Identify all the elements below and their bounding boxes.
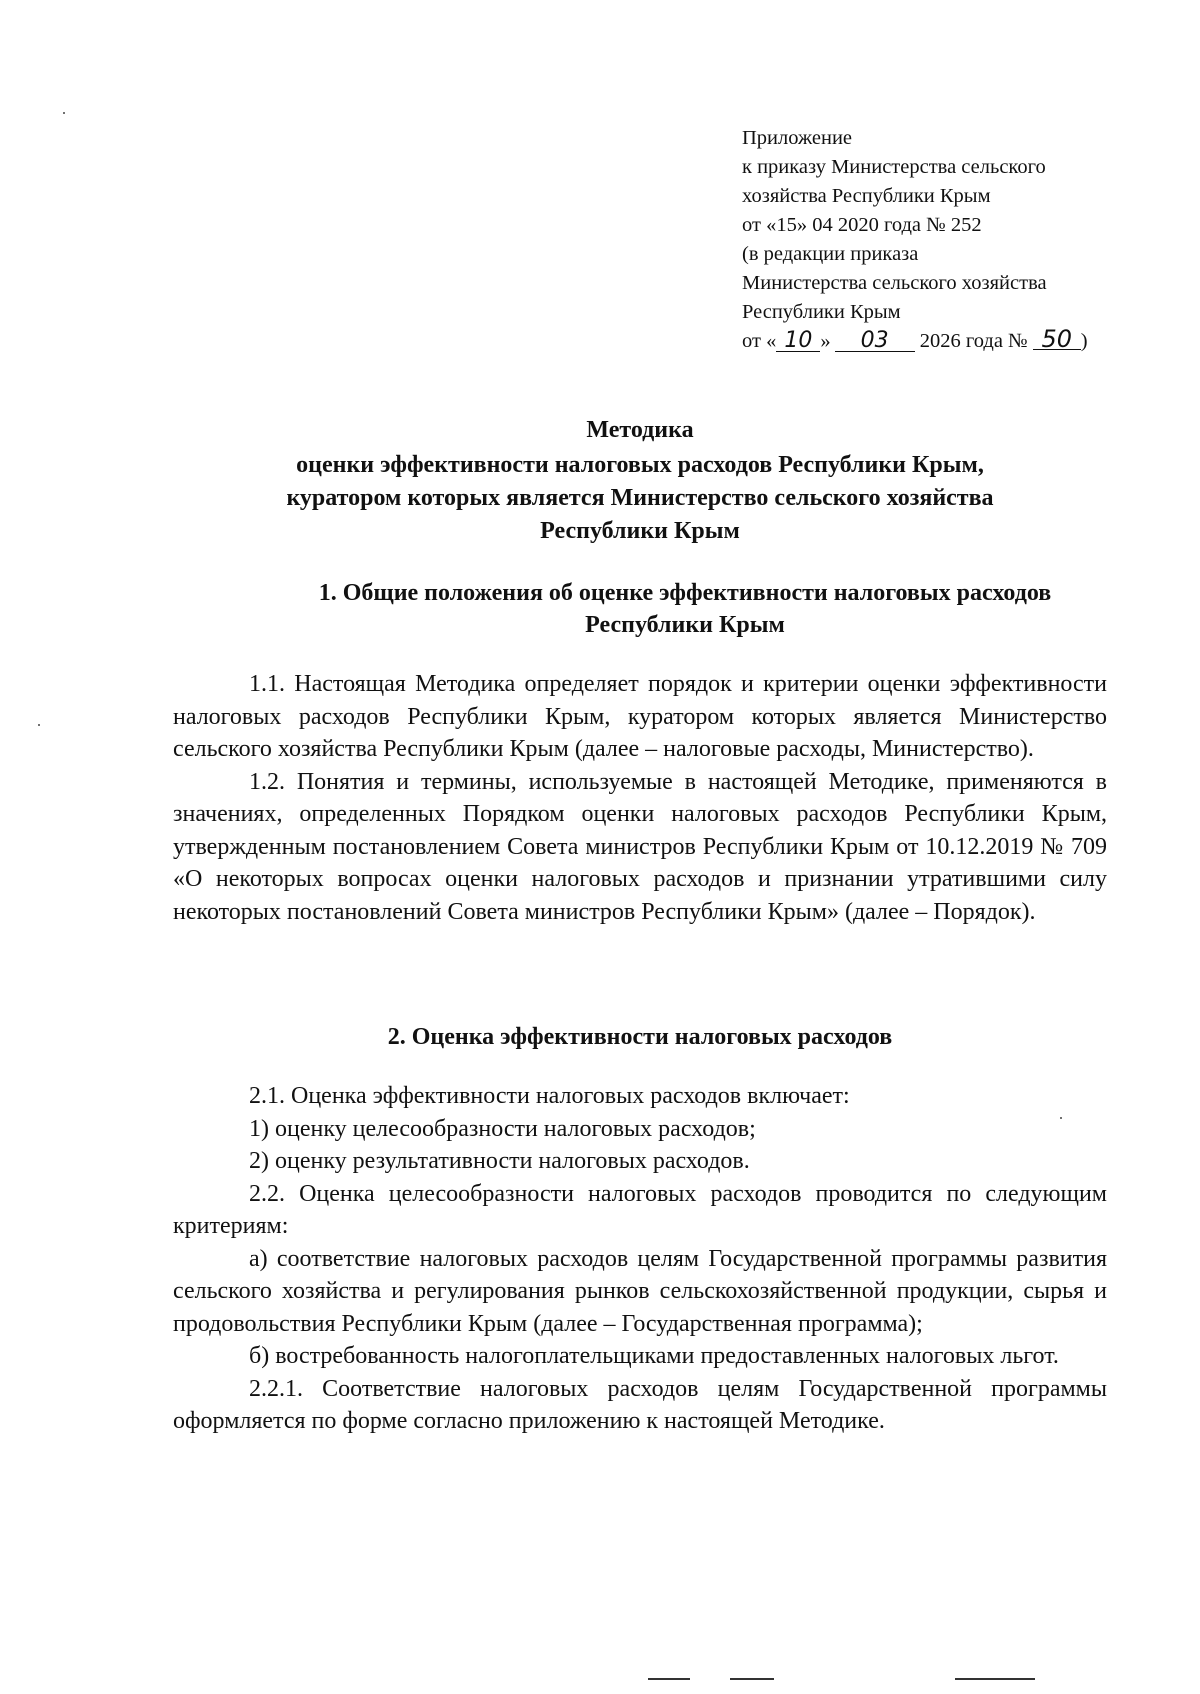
- appendix-line: (в редакции приказа: [742, 243, 919, 265]
- paragraph: 2.1. Оценка эффективности налоговых расходов включает:: [249, 1083, 850, 1109]
- footer-mark: [648, 1678, 690, 1680]
- date-prefix: от «: [742, 330, 777, 352]
- paragraph: а) соответствие налоговых расходов целям Государственной программы развития сельского хозяйства и регулирования рынков сельскохозяйственной продукции, сырья и продовольствия Республики Крым (далее – Государственная программа);: [173, 1245, 1107, 1337]
- paragraph: 1) оценку целесообразности налоговых расходов;: [249, 1115, 756, 1142]
- scan-speck: [1060, 1117, 1062, 1119]
- date-suffix: ): [1080, 330, 1088, 352]
- date-quote: »: [820, 330, 831, 352]
- scan-speck: [63, 112, 65, 114]
- handwritten-month: 03: [835, 331, 915, 352]
- section-2-heading: 2. Оценка эффективности налоговых расходов: [387, 1024, 893, 1050]
- section-1-body: [173, 668, 1107, 928]
- document-subtitle-line: Республики Крым: [540, 518, 740, 544]
- footer-mark: [955, 1678, 1035, 1680]
- document-subtitle-line: оценки эффективности налоговых расходов Республики Крым,: [296, 452, 984, 478]
- document-subtitle-line: куратором которых является Министерство сельского хозяйства: [286, 485, 994, 511]
- appendix-line: к приказу Министерства сельского: [742, 156, 1046, 178]
- paragraph: 2.2. Оценка целесообразности налоговых расходов проводится по следующим критериям:: [173, 1180, 1107, 1239]
- date-year: 2026 года №: [919, 330, 1028, 352]
- paragraph: 1.1. Настоящая Методика определяет порядок и критерии оценки эффективности налоговых расходов Республики Крым, куратором которых является Министерство сельского хозяйства Республики Крым (далее – налоговые расходы, Министерство).: [173, 671, 1107, 762]
- section-1-heading: 1. Общие положения об оценке эффективности налоговых расходов: [318, 580, 1052, 606]
- appendix-line: хозяйства Республики Крым: [742, 185, 991, 207]
- section-1-heading-cont: Республики Крым: [585, 612, 785, 638]
- appendix-line: Республики Крым: [742, 301, 901, 323]
- footer-mark: [730, 1678, 774, 1680]
- appendix-line: Приложение: [742, 127, 853, 149]
- paragraph: 2.2.1. Соответствие налоговых расходов целям Государственной программы оформляется по форме согласно приложению к настоящей Методике.: [173, 1375, 1107, 1434]
- handwritten-day: 10: [776, 331, 820, 352]
- appendix-line: Министерства сельского хозяйства: [742, 272, 1047, 294]
- appendix-date-line: [742, 327, 1142, 356]
- appendix-line: от «15» 04 2020 года № 252: [742, 214, 982, 236]
- section-2-body: [173, 1080, 1107, 1438]
- handwritten-order-number: 50: [1033, 329, 1081, 350]
- appendix-note: [742, 124, 1142, 356]
- paragraph: 1.2. Понятия и термины, используемые в настоящей Методике, применяются в значениях, определенных Порядком оценки налоговых расходов Республики Крым, утвержденным постановлением Совета министров Республики Крым от 10.12.2019 № 709 «О некоторых вопросах оценки налоговых расходов и признании утратившими силу некоторых постановлений Совета министров Республики Крым» (далее – Порядок).: [173, 768, 1107, 925]
- scan-speck: [38, 724, 40, 726]
- paragraph: 2) оценку результативности налоговых расходов.: [249, 1148, 750, 1174]
- paragraph: б) востребованность налогоплательщиками предоставленных налоговых льгот.: [249, 1343, 1059, 1369]
- document-title: Методика: [586, 417, 694, 443]
